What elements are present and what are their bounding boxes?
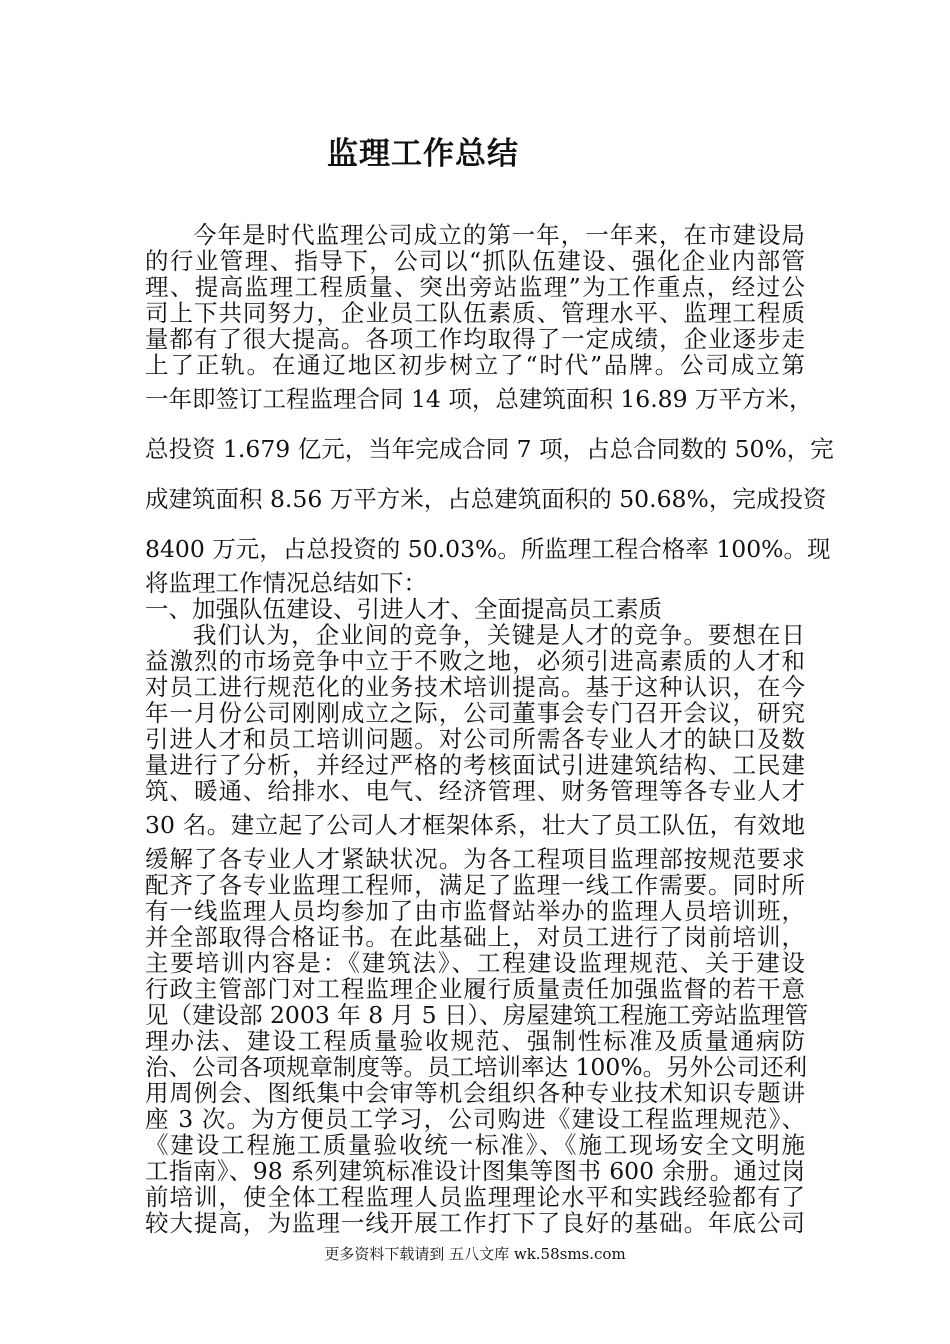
- text-line: 司上下共同努力，企业员工队伍素质、管理水平、监理工程质: [145, 299, 805, 327]
- footer-download-note: 更多资料下载请到 五八文库 wk.58sms.com: [324, 1245, 626, 1263]
- text-line: 并全部取得合格证书。在此基础上，对员工进行了岗前培训，: [145, 923, 805, 951]
- text-line: 8400 万元，占总投资的 50.03%。所监理工程合格率 100%。现: [145, 535, 831, 563]
- text-line: 见（建设部 2003 年 8 月 5 日）、房屋建筑工程施工旁站监理管: [145, 1001, 809, 1029]
- text-line: 我们认为，企业间的竞争，关键是人才的竞争。要想在日: [193, 621, 805, 649]
- document-title: 监理工作总结: [327, 136, 519, 172]
- text-line: 筑、暖通、给排水、电气、经济管理、财务管理等各专业人才: [145, 777, 805, 805]
- text-line: 成建筑面积 8.56 万平方米，占总建筑面积的 50.68%，完成投资: [145, 485, 827, 513]
- text-line: 行政主管部门对工程监理企业履行质量责任加强监督的若干意: [145, 975, 805, 1003]
- text-line: 今年是时代监理公司成立的第一年，一年来，在市建设局: [193, 221, 805, 249]
- text-line: 的行业管理、指导下，公司以“抓队伍建设、强化企业内部管: [145, 247, 805, 275]
- text-line: 一年即签订工程监理合同 14 项，总建筑面积 16.89 万平方米，: [145, 385, 813, 413]
- text-line: 上了正轨。在通辽地区初步树立了“时代”品牌。公司成立第: [145, 351, 805, 379]
- text-line: 主要培训内容是：《建筑法》、工程建设监理规范、关于建设: [145, 949, 805, 977]
- text-line: 《建设工程施工质量验收统一标准》、《施工现场安全文明施: [145, 1131, 805, 1159]
- text-line: 量进行了分析，并经过严格的考核面试引进建筑结构、工民建: [145, 751, 805, 779]
- text-line: 工指南》、98 系列建筑标准设计图集等图书 600 余册。通过岗: [145, 1157, 805, 1185]
- text-line: 年一月份公司刚刚成立之际，公司董事会专门召开会议，研究: [145, 699, 805, 727]
- section-heading: 一、加强队伍建设、引进人才、全面提高员工素质: [145, 595, 662, 623]
- text-line: 缓解了各专业人才紧缺状况。为各工程项目监理部按规范要求: [145, 845, 805, 873]
- text-line: 前培训，使全体工程监理人员监理理论水平和实践经验都有了: [145, 1183, 805, 1211]
- text-line: 将监理工作情况总结如下：: [145, 569, 427, 597]
- text-line: 理办法、建设工程质量验收规范、强制性标准及质量通病防: [145, 1027, 805, 1055]
- text-line: 座 3 次。为方便员工学习，公司购进《建设工程监理规范》、: [145, 1105, 805, 1133]
- text-line: 总投资 1.679 亿元，当年完成合同 7 项，占总合同数的 50%，完: [145, 435, 834, 463]
- text-line: 益激烈的市场竞争中立于不败之地，必须引进高素质的人才和: [145, 647, 805, 675]
- text-line: 较大提高，为监理一线开展工作打下了良好的基础。年底公司: [145, 1209, 805, 1237]
- text-line: 对员工进行规范化的业务技术培训提高。基于这种认识，在今: [145, 673, 805, 701]
- text-line: 30 名。建立起了公司人才框架体系，壮大了员工队伍，有效地: [145, 811, 805, 839]
- text-line: 配齐了各专业监理工程师，满足了监理一线工作需要。同时所: [145, 871, 805, 899]
- text-line: 治、公司各项规章制度等。员工培训率达 100%。另外公司还利: [145, 1053, 808, 1081]
- text-line: 理、提高监理工程质量、突出旁站监理”为工作重点，经过公: [145, 273, 805, 301]
- text-line: 有一线监理人员均参加了由市监督站举办的监理人员培训班，: [145, 897, 805, 925]
- text-line: 用周例会、图纸集中会审等机会组织各种专业技术知识专题讲: [145, 1079, 805, 1107]
- text-line: 引进人才和员工培训问题。对公司所需各专业人才的缺口及数: [145, 725, 805, 753]
- text-line: 量都有了很大提高。各项工作均取得了一定成绩，企业逐步走: [145, 325, 805, 353]
